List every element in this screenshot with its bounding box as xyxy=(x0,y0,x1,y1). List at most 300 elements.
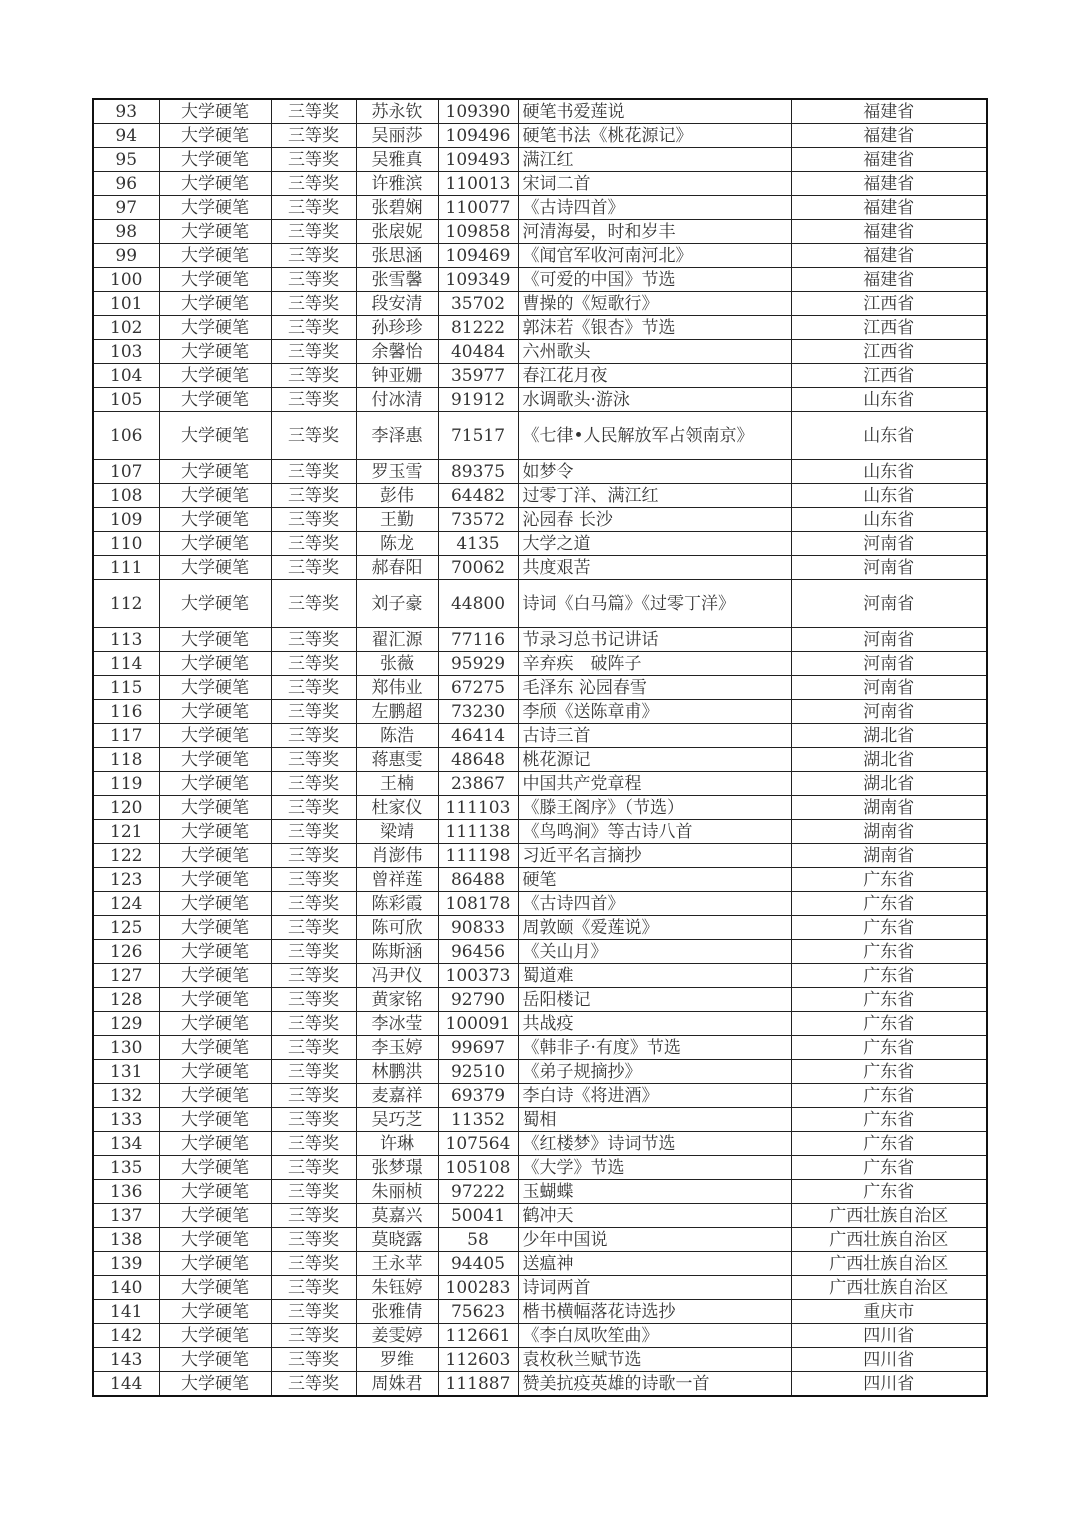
category-cell: 大学硬笔 xyxy=(159,820,271,844)
category-cell: 大学硬笔 xyxy=(159,1132,271,1156)
award-level-cell: 三等奖 xyxy=(271,916,356,940)
participant-name-cell: 李泽惠 xyxy=(356,412,438,460)
row-number-cell: 112 xyxy=(93,580,159,628)
category-cell: 大学硬笔 xyxy=(159,316,271,340)
province-cell: 山东省 xyxy=(791,388,987,412)
table-row xyxy=(93,196,987,220)
entry-id-cell: 50041 xyxy=(438,1204,518,1228)
province-cell: 山东省 xyxy=(791,484,987,508)
province-cell: 广西壮族自治区 xyxy=(791,1228,987,1252)
row-number-cell: 116 xyxy=(93,700,159,724)
province-cell: 山东省 xyxy=(791,508,987,532)
row-number-cell: 117 xyxy=(93,724,159,748)
row-number-cell: 131 xyxy=(93,1060,159,1084)
work-title-cell: 水调歌头·游泳 xyxy=(518,388,791,412)
category-cell: 大学硬笔 xyxy=(159,1084,271,1108)
participant-name-cell: 冯尹仪 xyxy=(356,964,438,988)
entry-id-cell: 110077 xyxy=(438,196,518,220)
participant-name-cell: 许雅滨 xyxy=(356,172,438,196)
table-row xyxy=(93,1204,987,1228)
work-title-cell: 《红楼梦》诗词节选 xyxy=(518,1132,791,1156)
category-cell: 大学硬笔 xyxy=(159,724,271,748)
work-title-cell: 六州歌头 xyxy=(518,340,791,364)
table-row xyxy=(93,99,987,124)
award-level-cell: 三等奖 xyxy=(271,1012,356,1036)
row-number-cell: 100 xyxy=(93,268,159,292)
participant-name-cell: 段安清 xyxy=(356,292,438,316)
category-cell: 大学硬笔 xyxy=(159,1108,271,1132)
row-number-cell: 110 xyxy=(93,532,159,556)
award-list-table xyxy=(92,98,988,1397)
entry-id-cell: 111103 xyxy=(438,796,518,820)
award-level-cell: 三等奖 xyxy=(271,964,356,988)
participant-name-cell: 吴雅真 xyxy=(356,148,438,172)
award-level-cell: 三等奖 xyxy=(271,316,356,340)
province-cell: 湖北省 xyxy=(791,748,987,772)
participant-name-cell: 张扆妮 xyxy=(356,220,438,244)
province-cell: 福建省 xyxy=(791,268,987,292)
province-cell: 河南省 xyxy=(791,532,987,556)
participant-name-cell: 陈可欣 xyxy=(356,916,438,940)
award-level-cell: 三等奖 xyxy=(271,99,356,124)
participant-name-cell: 林鹏洪 xyxy=(356,1060,438,1084)
work-title-cell: 桃花源记 xyxy=(518,748,791,772)
category-cell: 大学硬笔 xyxy=(159,412,271,460)
table-row xyxy=(93,364,987,388)
table-row xyxy=(93,340,987,364)
table-row xyxy=(93,724,987,748)
table-row xyxy=(93,652,987,676)
category-cell: 大学硬笔 xyxy=(159,148,271,172)
category-cell: 大学硬笔 xyxy=(159,364,271,388)
province-cell: 福建省 xyxy=(791,124,987,148)
province-cell: 广东省 xyxy=(791,1060,987,1084)
province-cell: 河南省 xyxy=(791,652,987,676)
table-row xyxy=(93,1060,987,1084)
table-row xyxy=(93,1036,987,1060)
award-level-cell: 三等奖 xyxy=(271,364,356,388)
category-cell: 大学硬笔 xyxy=(159,1276,271,1300)
entry-id-cell: 92790 xyxy=(438,988,518,1012)
table-row xyxy=(93,1324,987,1348)
row-number-cell: 103 xyxy=(93,340,159,364)
category-cell: 大学硬笔 xyxy=(159,988,271,1012)
category-cell: 大学硬笔 xyxy=(159,1228,271,1252)
category-cell: 大学硬笔 xyxy=(159,868,271,892)
award-level-cell: 三等奖 xyxy=(271,508,356,532)
entry-id-cell: 111887 xyxy=(438,1372,518,1397)
row-number-cell: 132 xyxy=(93,1084,159,1108)
award-level-cell: 三等奖 xyxy=(271,556,356,580)
category-cell: 大学硬笔 xyxy=(159,388,271,412)
award-level-cell: 三等奖 xyxy=(271,580,356,628)
participant-name-cell: 陈彩霞 xyxy=(356,892,438,916)
work-title-cell: 春江花月夜 xyxy=(518,364,791,388)
row-number-cell: 129 xyxy=(93,1012,159,1036)
award-level-cell: 三等奖 xyxy=(271,1372,356,1397)
row-number-cell: 123 xyxy=(93,868,159,892)
work-title-cell: 《弟子规摘抄》 xyxy=(518,1060,791,1084)
row-number-cell: 128 xyxy=(93,988,159,1012)
award-level-cell: 三等奖 xyxy=(271,1036,356,1060)
work-title-cell: 赞美抗疫英雄的诗歌一首 xyxy=(518,1372,791,1397)
award-level-cell: 三等奖 xyxy=(271,388,356,412)
row-number-cell: 115 xyxy=(93,676,159,700)
entry-id-cell: 46414 xyxy=(438,724,518,748)
category-cell: 大学硬笔 xyxy=(159,1300,271,1324)
table-row xyxy=(93,772,987,796)
work-title-cell: 大学之道 xyxy=(518,532,791,556)
table-row xyxy=(93,868,987,892)
category-cell: 大学硬笔 xyxy=(159,556,271,580)
work-title-cell: 《大学》节选 xyxy=(518,1156,791,1180)
entry-id-cell: 44800 xyxy=(438,580,518,628)
entry-id-cell: 109469 xyxy=(438,244,518,268)
table-row xyxy=(93,532,987,556)
category-cell: 大学硬笔 xyxy=(159,580,271,628)
entry-id-cell: 58 xyxy=(438,1228,518,1252)
province-cell: 广东省 xyxy=(791,1156,987,1180)
category-cell: 大学硬笔 xyxy=(159,99,271,124)
work-title-cell: 古诗三首 xyxy=(518,724,791,748)
category-cell: 大学硬笔 xyxy=(159,676,271,700)
table-row xyxy=(93,916,987,940)
row-number-cell: 104 xyxy=(93,364,159,388)
province-cell: 四川省 xyxy=(791,1348,987,1372)
row-number-cell: 138 xyxy=(93,1228,159,1252)
entry-id-cell: 109390 xyxy=(438,99,518,124)
participant-name-cell: 曾祥莲 xyxy=(356,868,438,892)
row-number-cell: 111 xyxy=(93,556,159,580)
category-cell: 大学硬笔 xyxy=(159,1012,271,1036)
category-cell: 大学硬笔 xyxy=(159,916,271,940)
work-title-cell: 鹤冲天 xyxy=(518,1204,791,1228)
table-row xyxy=(93,1084,987,1108)
row-number-cell: 114 xyxy=(93,652,159,676)
work-title-cell: 蜀相 xyxy=(518,1108,791,1132)
row-number-cell: 140 xyxy=(93,1276,159,1300)
work-title-cell: 硬笔 xyxy=(518,868,791,892)
category-cell: 大学硬笔 xyxy=(159,196,271,220)
entry-id-cell: 40484 xyxy=(438,340,518,364)
province-cell: 江西省 xyxy=(791,340,987,364)
table-row xyxy=(93,892,987,916)
participant-name-cell: 张碧娴 xyxy=(356,196,438,220)
participant-name-cell: 陈浩 xyxy=(356,724,438,748)
row-number-cell: 108 xyxy=(93,484,159,508)
province-cell: 福建省 xyxy=(791,99,987,124)
work-title-cell: 李白诗《将进酒》 xyxy=(518,1084,791,1108)
award-level-cell: 三等奖 xyxy=(271,628,356,652)
row-number-cell: 137 xyxy=(93,1204,159,1228)
participant-name-cell: 麦嘉祥 xyxy=(356,1084,438,1108)
award-level-cell: 三等奖 xyxy=(271,1084,356,1108)
table-row xyxy=(93,1156,987,1180)
table-row xyxy=(93,1228,987,1252)
award-level-cell: 三等奖 xyxy=(271,532,356,556)
entry-id-cell: 71517 xyxy=(438,412,518,460)
province-cell: 湖南省 xyxy=(791,820,987,844)
row-number-cell: 125 xyxy=(93,916,159,940)
entry-id-cell: 11352 xyxy=(438,1108,518,1132)
category-cell: 大学硬笔 xyxy=(159,268,271,292)
table-row xyxy=(93,1300,987,1324)
work-title-cell: 玉蝴蝶 xyxy=(518,1180,791,1204)
table-row xyxy=(93,796,987,820)
entry-id-cell: 112661 xyxy=(438,1324,518,1348)
participant-name-cell: 钟亚姗 xyxy=(356,364,438,388)
entry-id-cell: 4135 xyxy=(438,532,518,556)
entry-id-cell: 69379 xyxy=(438,1084,518,1108)
province-cell: 山东省 xyxy=(791,412,987,460)
category-cell: 大学硬笔 xyxy=(159,1156,271,1180)
award-level-cell: 三等奖 xyxy=(271,172,356,196)
award-level-cell: 三等奖 xyxy=(271,724,356,748)
work-title-cell: 硬笔书法《桃花源记》 xyxy=(518,124,791,148)
category-cell: 大学硬笔 xyxy=(159,244,271,268)
award-level-cell: 三等奖 xyxy=(271,1060,356,1084)
participant-name-cell: 余馨怡 xyxy=(356,340,438,364)
province-cell: 广西壮族自治区 xyxy=(791,1252,987,1276)
award-level-cell: 三等奖 xyxy=(271,940,356,964)
work-title-cell: 满江红 xyxy=(518,148,791,172)
province-cell: 江西省 xyxy=(791,316,987,340)
table-row xyxy=(93,1372,987,1397)
work-title-cell: 诗词《白马篇》《过零丁洋》 xyxy=(518,580,791,628)
entry-id-cell: 97222 xyxy=(438,1180,518,1204)
province-cell: 四川省 xyxy=(791,1372,987,1397)
row-number-cell: 97 xyxy=(93,196,159,220)
row-number-cell: 109 xyxy=(93,508,159,532)
row-number-cell: 134 xyxy=(93,1132,159,1156)
award-level-cell: 三等奖 xyxy=(271,1132,356,1156)
row-number-cell: 143 xyxy=(93,1348,159,1372)
award-level-cell: 三等奖 xyxy=(271,1300,356,1324)
participant-name-cell: 黄家铭 xyxy=(356,988,438,1012)
entry-id-cell: 112603 xyxy=(438,1348,518,1372)
row-number-cell: 144 xyxy=(93,1372,159,1397)
row-number-cell: 98 xyxy=(93,220,159,244)
table-row xyxy=(93,1132,987,1156)
award-list-body xyxy=(93,99,987,1396)
category-cell: 大学硬笔 xyxy=(159,1252,271,1276)
participant-name-cell: 张薇 xyxy=(356,652,438,676)
entry-id-cell: 111198 xyxy=(438,844,518,868)
participant-name-cell: 莫晓露 xyxy=(356,1228,438,1252)
province-cell: 河南省 xyxy=(791,700,987,724)
province-cell: 四川省 xyxy=(791,1324,987,1348)
participant-name-cell: 李玉婷 xyxy=(356,1036,438,1060)
award-level-cell: 三等奖 xyxy=(271,1204,356,1228)
work-title-cell: 《关山月》 xyxy=(518,940,791,964)
award-level-cell: 三等奖 xyxy=(271,124,356,148)
participant-name-cell: 陈龙 xyxy=(356,532,438,556)
entry-id-cell: 94405 xyxy=(438,1252,518,1276)
category-cell: 大学硬笔 xyxy=(159,484,271,508)
row-number-cell: 122 xyxy=(93,844,159,868)
province-cell: 福建省 xyxy=(791,148,987,172)
participant-name-cell: 彭伟 xyxy=(356,484,438,508)
category-cell: 大学硬笔 xyxy=(159,460,271,484)
row-number-cell: 141 xyxy=(93,1300,159,1324)
table-row xyxy=(93,124,987,148)
participant-name-cell: 吴巧芝 xyxy=(356,1108,438,1132)
entry-id-cell: 100373 xyxy=(438,964,518,988)
category-cell: 大学硬笔 xyxy=(159,220,271,244)
table-row xyxy=(93,1108,987,1132)
table-row xyxy=(93,964,987,988)
entry-id-cell: 35702 xyxy=(438,292,518,316)
category-cell: 大学硬笔 xyxy=(159,532,271,556)
entry-id-cell: 48648 xyxy=(438,748,518,772)
province-cell: 福建省 xyxy=(791,220,987,244)
category-cell: 大学硬笔 xyxy=(159,796,271,820)
table-row xyxy=(93,1012,987,1036)
work-title-cell: 《滕王阁序》（节选） xyxy=(518,796,791,820)
table-row xyxy=(93,1180,987,1204)
entry-id-cell: 96456 xyxy=(438,940,518,964)
participant-name-cell: 肖澎伟 xyxy=(356,844,438,868)
row-number-cell: 135 xyxy=(93,1156,159,1180)
work-title-cell: 宋词二首 xyxy=(518,172,791,196)
province-cell: 山东省 xyxy=(791,460,987,484)
participant-name-cell: 张雅倩 xyxy=(356,1300,438,1324)
category-cell: 大学硬笔 xyxy=(159,892,271,916)
category-cell: 大学硬笔 xyxy=(159,1060,271,1084)
work-title-cell: 《古诗四首》 xyxy=(518,892,791,916)
award-level-cell: 三等奖 xyxy=(271,148,356,172)
participant-name-cell: 付冰清 xyxy=(356,388,438,412)
entry-id-cell: 89375 xyxy=(438,460,518,484)
award-level-cell: 三等奖 xyxy=(271,484,356,508)
work-title-cell: 沁园春 长沙 xyxy=(518,508,791,532)
province-cell: 广东省 xyxy=(791,1084,987,1108)
participant-name-cell: 朱丽桢 xyxy=(356,1180,438,1204)
entry-id-cell: 109493 xyxy=(438,148,518,172)
participant-name-cell: 苏永钦 xyxy=(356,99,438,124)
entry-id-cell: 99697 xyxy=(438,1036,518,1060)
row-number-cell: 93 xyxy=(93,99,159,124)
award-level-cell: 三等奖 xyxy=(271,292,356,316)
work-title-cell: 共战疫 xyxy=(518,1012,791,1036)
participant-name-cell: 罗维 xyxy=(356,1348,438,1372)
table-row xyxy=(93,580,987,628)
category-cell: 大学硬笔 xyxy=(159,940,271,964)
award-level-cell: 三等奖 xyxy=(271,1156,356,1180)
award-level-cell: 三等奖 xyxy=(271,772,356,796)
row-number-cell: 106 xyxy=(93,412,159,460)
category-cell: 大学硬笔 xyxy=(159,964,271,988)
province-cell: 湖北省 xyxy=(791,772,987,796)
participant-name-cell: 郑伟业 xyxy=(356,676,438,700)
participant-name-cell: 朱钰婷 xyxy=(356,1276,438,1300)
award-level-cell: 三等奖 xyxy=(271,820,356,844)
category-cell: 大学硬笔 xyxy=(159,844,271,868)
table-row xyxy=(93,1276,987,1300)
category-cell: 大学硬笔 xyxy=(159,1036,271,1060)
work-title-cell: 《可爱的中国》节选 xyxy=(518,268,791,292)
row-number-cell: 120 xyxy=(93,796,159,820)
work-title-cell: 毛泽东 沁园春雪 xyxy=(518,676,791,700)
table-row xyxy=(93,700,987,724)
participant-name-cell: 李冰莹 xyxy=(356,1012,438,1036)
award-level-cell: 三等奖 xyxy=(271,748,356,772)
award-level-cell: 三等奖 xyxy=(271,868,356,892)
entry-id-cell: 23867 xyxy=(438,772,518,796)
award-level-cell: 三等奖 xyxy=(271,220,356,244)
category-cell: 大学硬笔 xyxy=(159,628,271,652)
row-number-cell: 102 xyxy=(93,316,159,340)
entry-id-cell: 70062 xyxy=(438,556,518,580)
entry-id-cell: 90833 xyxy=(438,916,518,940)
row-number-cell: 118 xyxy=(93,748,159,772)
table-row xyxy=(93,244,987,268)
work-title-cell: 楷书横幅落花诗选抄 xyxy=(518,1300,791,1324)
table-row xyxy=(93,940,987,964)
category-cell: 大学硬笔 xyxy=(159,292,271,316)
category-cell: 大学硬笔 xyxy=(159,508,271,532)
work-title-cell: 习近平名言摘抄 xyxy=(518,844,791,868)
category-cell: 大学硬笔 xyxy=(159,1204,271,1228)
participant-name-cell: 莫嘉兴 xyxy=(356,1204,438,1228)
province-cell: 福建省 xyxy=(791,196,987,220)
province-cell: 广东省 xyxy=(791,892,987,916)
work-title-cell: 岳阳楼记 xyxy=(518,988,791,1012)
category-cell: 大学硬笔 xyxy=(159,1324,271,1348)
province-cell: 江西省 xyxy=(791,364,987,388)
entry-id-cell: 109858 xyxy=(438,220,518,244)
entry-id-cell: 109496 xyxy=(438,124,518,148)
table-row xyxy=(93,1252,987,1276)
award-level-cell: 三等奖 xyxy=(271,244,356,268)
award-level-cell: 三等奖 xyxy=(271,1228,356,1252)
entry-id-cell: 64482 xyxy=(438,484,518,508)
province-cell: 广东省 xyxy=(791,916,987,940)
table-row xyxy=(93,676,987,700)
work-title-cell: 少年中国说 xyxy=(518,1228,791,1252)
category-cell: 大学硬笔 xyxy=(159,124,271,148)
entry-id-cell: 105108 xyxy=(438,1156,518,1180)
entry-id-cell: 67275 xyxy=(438,676,518,700)
work-title-cell: 《鸟鸣涧》等古诗八首 xyxy=(518,820,791,844)
work-title-cell: 蜀道难 xyxy=(518,964,791,988)
table-row xyxy=(93,556,987,580)
participant-name-cell: 张雪馨 xyxy=(356,268,438,292)
award-level-cell: 三等奖 xyxy=(271,1180,356,1204)
table-row xyxy=(93,460,987,484)
table-row xyxy=(93,148,987,172)
province-cell: 广东省 xyxy=(791,964,987,988)
award-level-cell: 三等奖 xyxy=(271,196,356,220)
award-level-cell: 三等奖 xyxy=(271,796,356,820)
award-level-cell: 三等奖 xyxy=(271,700,356,724)
category-cell: 大学硬笔 xyxy=(159,1372,271,1397)
province-cell: 福建省 xyxy=(791,244,987,268)
category-cell: 大学硬笔 xyxy=(159,700,271,724)
award-level-cell: 三等奖 xyxy=(271,460,356,484)
award-level-cell: 三等奖 xyxy=(271,988,356,1012)
participant-name-cell: 张思涵 xyxy=(356,244,438,268)
award-level-cell: 三等奖 xyxy=(271,844,356,868)
participant-name-cell: 罗玉雪 xyxy=(356,460,438,484)
work-title-cell: 过零丁洋、满江红 xyxy=(518,484,791,508)
award-level-cell: 三等奖 xyxy=(271,412,356,460)
province-cell: 广东省 xyxy=(791,1012,987,1036)
province-cell: 重庆市 xyxy=(791,1300,987,1324)
province-cell: 湖南省 xyxy=(791,844,987,868)
participant-name-cell: 梁靖 xyxy=(356,820,438,844)
participant-name-cell: 陈斯涵 xyxy=(356,940,438,964)
